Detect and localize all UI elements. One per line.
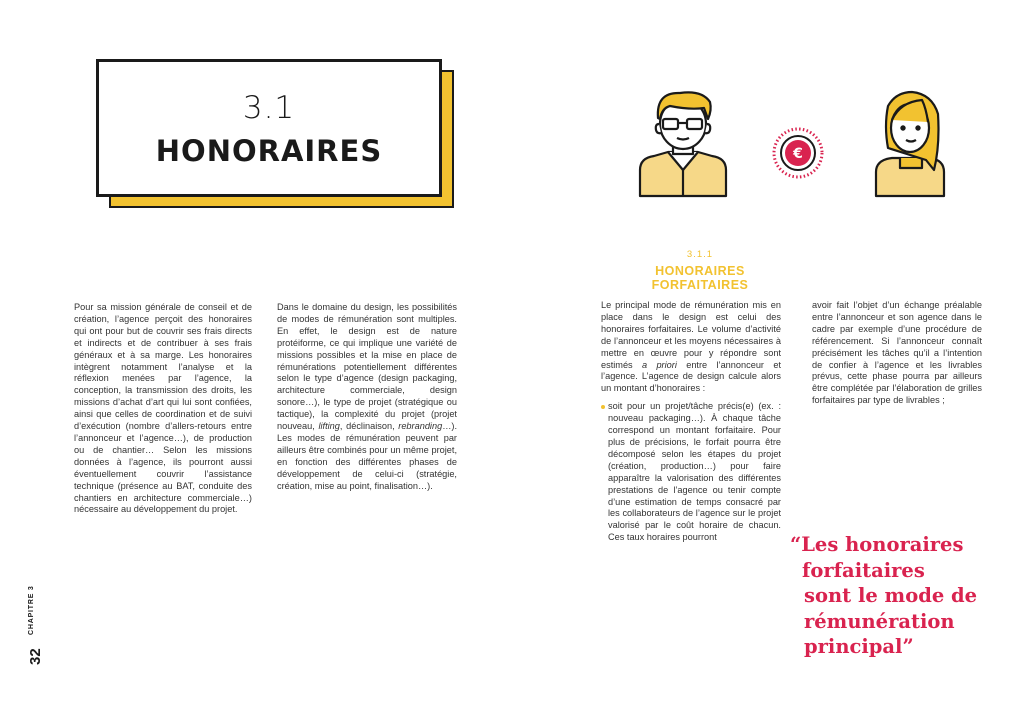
paragraph (277, 302, 457, 493)
man-glasses-icon (640, 92, 726, 196)
quote-line: sont le mode de (804, 584, 978, 607)
bullet-item (601, 401, 781, 544)
title-box (96, 59, 442, 197)
quote-line: rémunération (804, 609, 955, 633)
quote-line: forfaitaires (802, 558, 925, 582)
italic-run: lifting (318, 421, 340, 432)
text-run: …). Les modes de rémunération peuvent par ailleurs être combinés pour un même projet, en fonction des différentes phases de développement de celui-ci (stratégie, création, mise au point, finalisation…). (277, 421, 458, 491)
euro-coin-icon (774, 129, 822, 177)
italic-run: a priori (642, 359, 677, 370)
folio (16, 583, 96, 665)
text-run: soit pour un projet/tâche précis(e) (ex. : nouveau packaging…). À chaque tâche correspond un montant forfaitaire. Pour plus de précisions, le forfait pourra être décomposé selon les étapes du projet (création, production…) pour faire apparaître la valorisation des différentes prestations de l’agence ou tenir compte d’une estimation de temps consacré par les collaborateurs de l’agence sur le projet valorisé par le coût horaire de chacun. Ces taux horaires pourront (608, 401, 781, 543)
subsection-number: 3.1.1 (686, 249, 714, 260)
section-number: 3.1 (242, 90, 296, 126)
bullet-dot-icon (601, 405, 605, 409)
body-column-3 (601, 300, 781, 544)
text-run: Le principal mode de rémunération mis en place dans le design est celui des honoraires forfaitaires. Le volume d’activité de l’annonceur et les moyens nécessaires à mettre en œuvre pour y répondre sont estimés (601, 300, 781, 370)
page-number: 32 (27, 648, 44, 665)
paragraph (601, 300, 781, 395)
paragraph: Pour sa mission générale de conseil et de création, l’agence perçoit des honoraires qui ont pour but de couvrir ses frais directs et indirects et de contribuer à ses frais généraux et à sa marge. Les honoraires intègrent notamment l’analyse et la réflexion menées par l’agence, la conception, la transmission des droits, les missions d’achat d’art qui lui sont confiées, ainsi que celles de coordination et de suivi d’exécution (nombre d’allers-retours entre l’annonceur et l’agence…), de production ou de chantier… Selon les missions données à l’agence, ils pourront aussi éventuellement couvrir l’assistance technique (présence au BAT, conduite des chantiers en architecture commerciale…) nécessaire au développement du projet. (74, 302, 252, 515)
body-column-2 (277, 302, 457, 493)
illustration (630, 86, 950, 198)
svg-text:€: € (793, 146, 803, 162)
body-column-1 (74, 302, 252, 516)
woman-icon (876, 92, 944, 196)
paragraph: avoir fait l’objet d’un échange préalable entre l’annonceur et son agence dans le cadre par exemple d’une procédure de référencement. Si l’annonceur connaît précisément les tâches qu’il a l’intention de confier à l’agence et les livrables prévus, cette phase pourra par ailleurs être complétée par l’élaboration de grilles forfaitaires par type de livrables ; (812, 300, 982, 406)
body-column-4 (812, 300, 982, 407)
text-run: entre l’annonceur et l’agence. L’agence de design calcule alors un montant d’honoraires : (601, 359, 781, 394)
pull-quote (790, 532, 990, 660)
quote-line: “Les honoraires (790, 533, 964, 556)
chapter-label: CHAPITRE 3 (28, 585, 35, 635)
text-run: Dans le domaine du design, les possibilités de modes de rémunération sont multiples. En effet, le design est de nature protéiforme, ce qui implique une variété de missions possibles et la mise en place de rémunérations potentiellement différentes selon le type d’agence (design packaging, architecture commerciale, design sonore…), le type de projet (stratégique ou tactique), la complexité du projet (projet nouveau, (277, 302, 457, 432)
quote-line: principal” (804, 635, 914, 658)
subsection-title: HONORAIRES FORFAITAIRES (651, 264, 749, 292)
text-run: , déclinaison, (339, 421, 399, 432)
italic-run: rebranding (398, 421, 443, 432)
section-title: HONORAIRES (155, 134, 383, 168)
